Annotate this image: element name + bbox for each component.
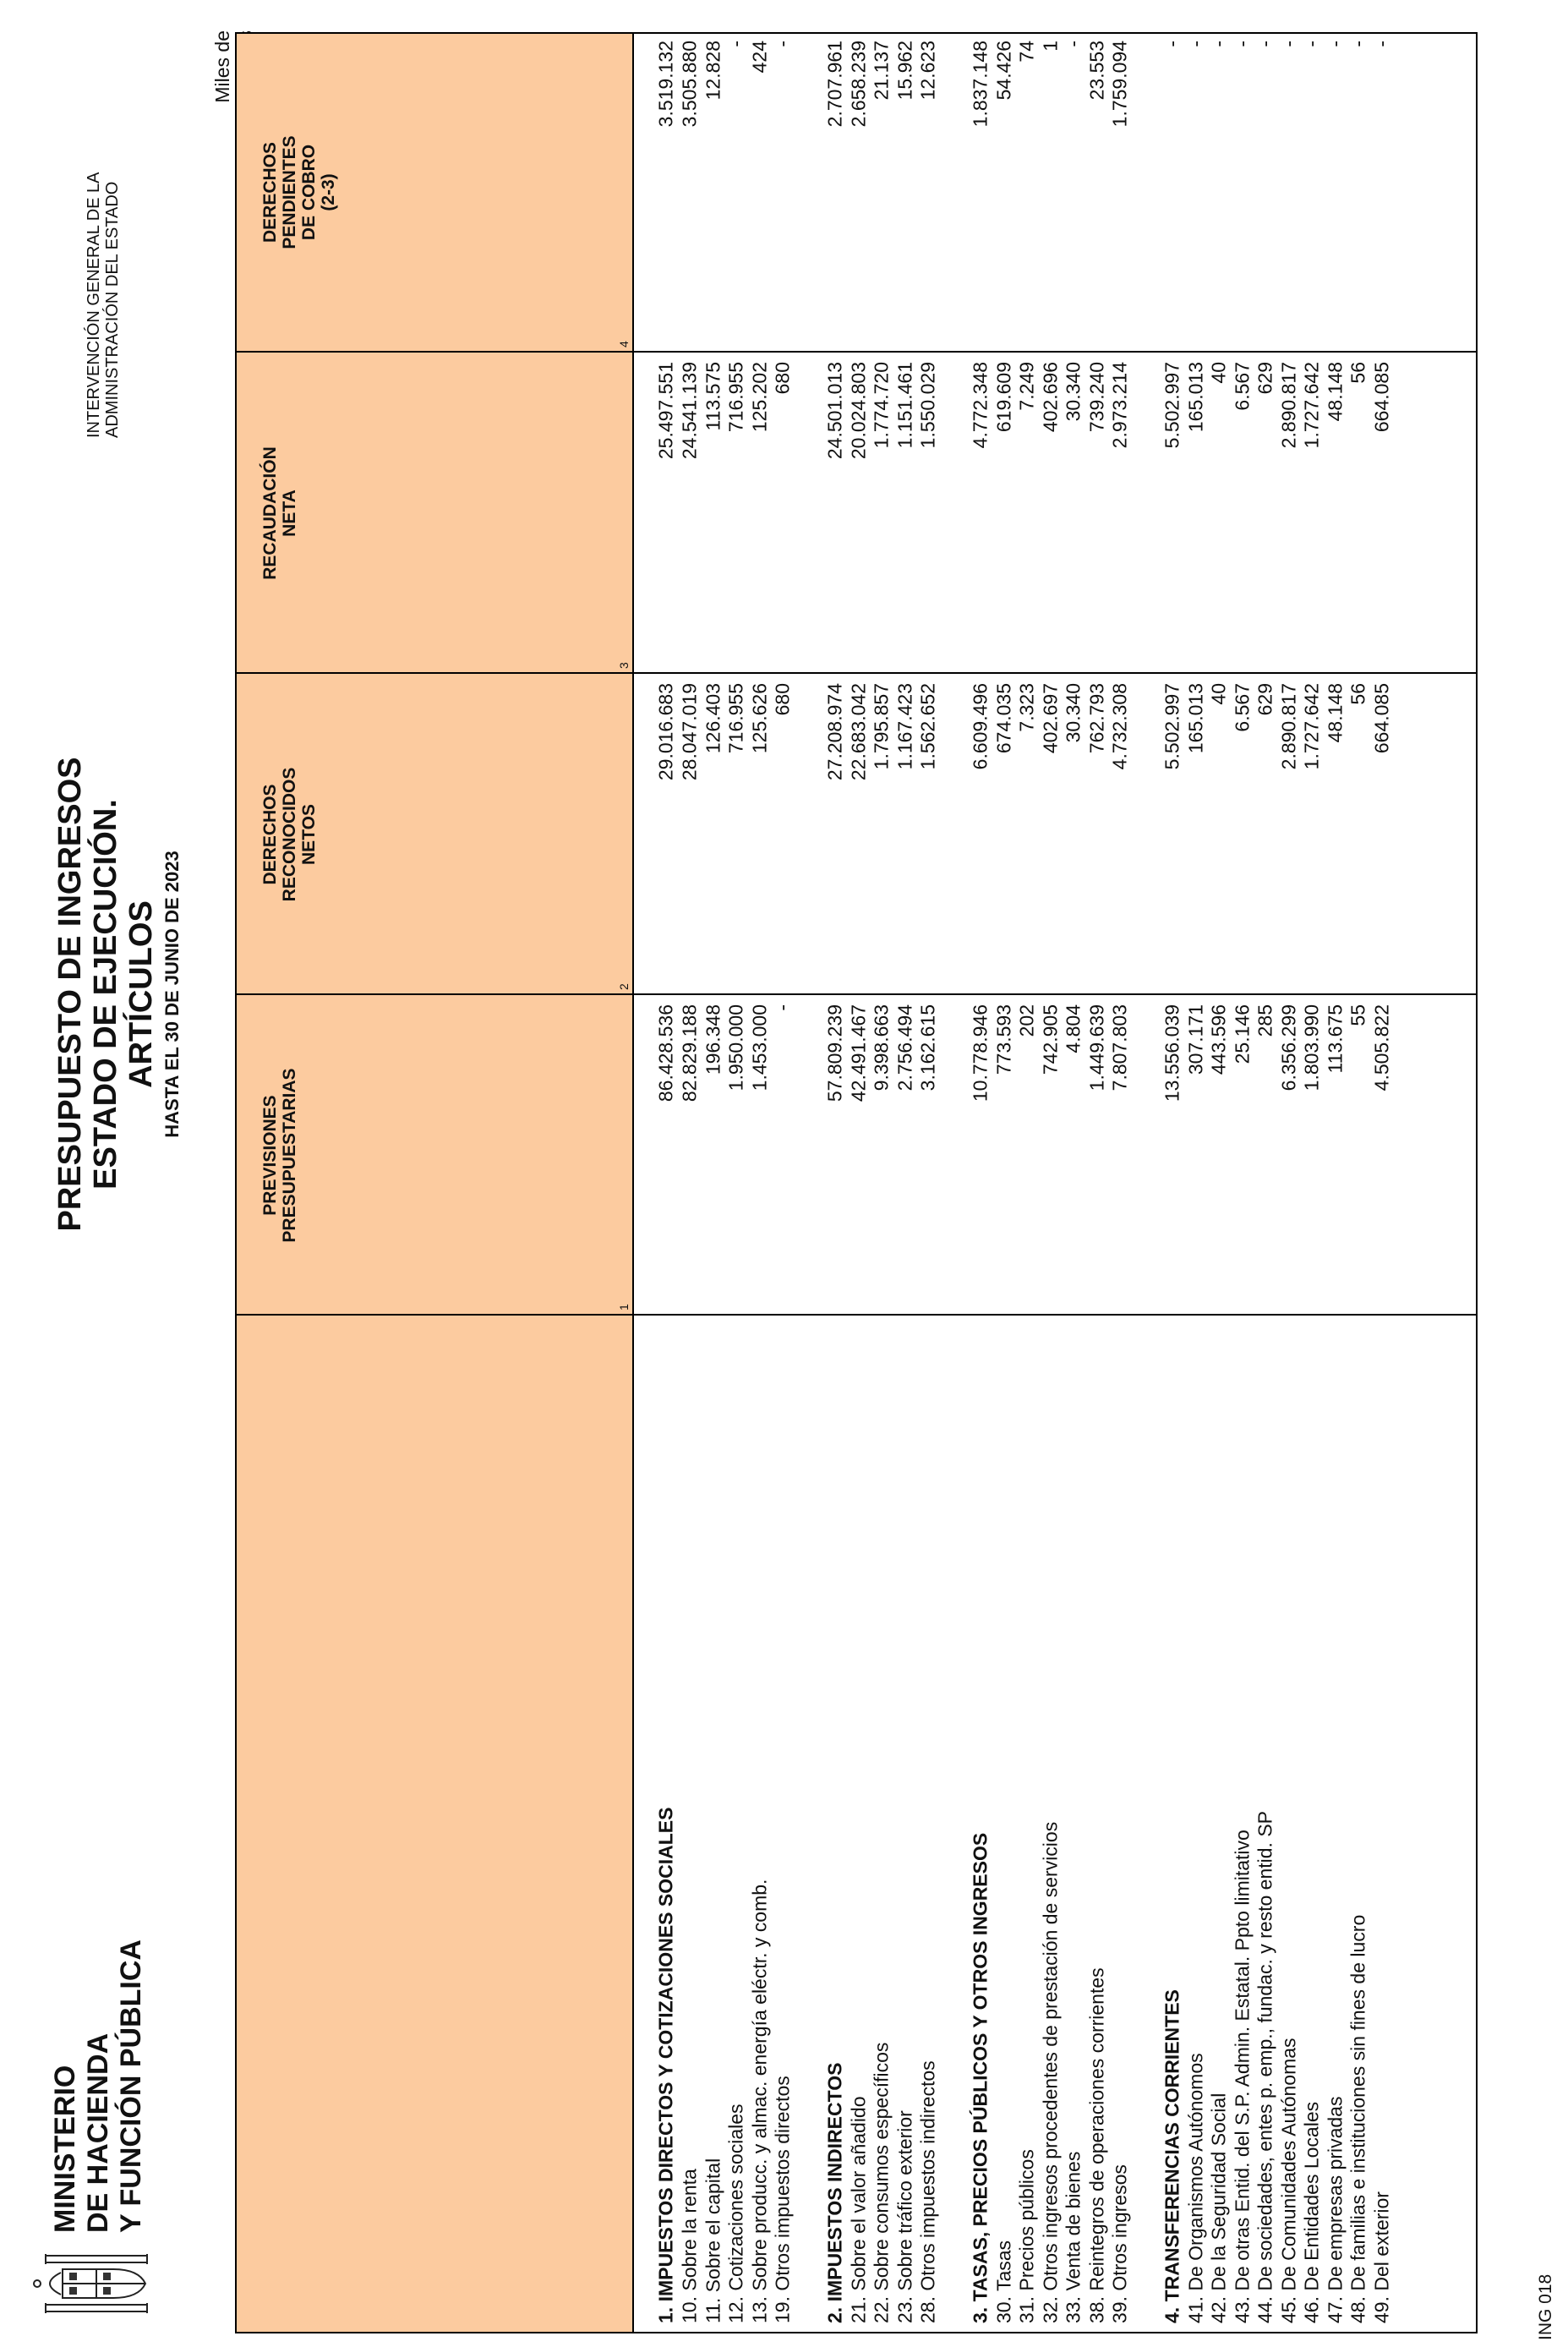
article-label: 33. Venta de bienes	[1062, 2151, 1084, 2323]
value-cell: 57.809.239	[823, 1004, 846, 1102]
value-cell: 25.146	[1231, 1004, 1254, 1064]
value-cell: 113.575	[702, 362, 724, 431]
value-cell: 773.593	[992, 1004, 1015, 1075]
value-cell: 674.035	[992, 683, 1015, 754]
value-cell: 9.398.663	[870, 1004, 893, 1091]
value-cell: 1.562.652	[916, 683, 939, 770]
article-label: 46. De Entidades Locales	[1300, 2101, 1323, 2323]
value-cell: 40	[1207, 683, 1230, 705]
article-label: 22. Sobre consumos específicos	[870, 2042, 893, 2323]
value-cell: 125.626	[748, 683, 771, 754]
article-label: 49. Del exterior	[1370, 2191, 1393, 2323]
article-label: 38. Reintegros de operaciones corrientes	[1085, 1967, 1108, 2323]
value-cell: 716.955	[724, 683, 747, 754]
value-cell: 402.696	[1039, 362, 1062, 433]
value-cell: 82.829.188	[678, 1004, 701, 1102]
value-cell: 716.955	[724, 362, 747, 433]
article-label: 31. Precios públicos	[1015, 2149, 1038, 2323]
value-cell: -	[1370, 41, 1393, 47]
value-cell: 48.148	[1324, 362, 1347, 422]
article-label: 30. Tasas	[992, 2240, 1015, 2323]
value-cell: 1.759.094	[1108, 41, 1131, 128]
value-cell: 15.962	[893, 41, 916, 101]
ministry-name: MINISTERIO DE HACIENDA Y FUNCIÓN PÚBLICA	[49, 1939, 147, 2233]
value-cell: 664.085	[1370, 362, 1393, 433]
value-cell: 4.804	[1062, 1004, 1084, 1053]
value-cell: 74	[1015, 41, 1038, 63]
value-cell: 5.502.997	[1161, 683, 1183, 770]
article-label: 11. Sobre el capital	[702, 2158, 724, 2323]
report-subtitle: ESTADO DE EJECUCIÓN. ARTÍCULOS	[88, 799, 159, 1190]
value-cell: 629	[1254, 362, 1276, 395]
report-title-block	[52, 741, 184, 1248]
value-cell: 22.683.042	[847, 683, 870, 781]
value-cell: 30.340	[1062, 683, 1084, 743]
value-cell: 54.426	[992, 41, 1015, 101]
article-label: 42. De la Seguridad Social	[1207, 2093, 1230, 2323]
value-cell: 165.013	[1184, 362, 1207, 433]
value-cell: -	[1184, 41, 1207, 47]
value-cell: 202	[1015, 1004, 1038, 1037]
agency-name: INTERVENCIÓN GENERAL DE LA ADMINISTRACIÓN DEL ESTADO	[85, 172, 122, 438]
value-cell: 762.793	[1085, 683, 1108, 754]
value-cell: 3.519.132	[654, 41, 677, 128]
value-cell: 10.778.946	[969, 1004, 992, 1102]
value-cell: 86.428.536	[654, 1004, 677, 1102]
units-label: Miles de	[211, 30, 233, 103]
value-cell: 48.148	[1324, 683, 1347, 743]
article-label: 13. Sobre producc. y almac. energía eléctr. y comb.	[748, 1879, 771, 2323]
value-cell: 680	[771, 683, 794, 716]
value-cell: 285	[1254, 1004, 1276, 1037]
value-cell: 1.837.148	[969, 41, 992, 128]
value-cell: -	[1207, 41, 1230, 47]
value-cell: 1.795.857	[870, 683, 893, 770]
value-cell: -	[1324, 41, 1347, 47]
article-label: 12. Cotizaciones sociales	[724, 2104, 747, 2323]
value-cell: 1.453.000	[748, 1004, 771, 1091]
value-cell: 29.016.683	[654, 683, 677, 781]
value-cell: 2.707.961	[823, 41, 846, 128]
value-cell: 1.449.639	[1085, 1004, 1108, 1091]
article-label: 21. Sobre el valor añadido	[847, 2096, 870, 2323]
value-cell: 629	[1254, 683, 1276, 716]
value-cell: 165.013	[1184, 683, 1207, 754]
value-cell: 7.807.803	[1108, 1004, 1131, 1091]
value-cell: 55	[1347, 1004, 1369, 1026]
header-cell-recaudacion: RECAUDACIÓN NETA 3	[235, 353, 632, 674]
value-cell: 20.024.803	[847, 362, 870, 460]
value-cell: -	[724, 41, 747, 47]
value-cell: 7.249	[1015, 362, 1038, 411]
value-cell: 6.356.299	[1277, 1004, 1300, 1091]
value-cell: 5.502.997	[1161, 362, 1183, 449]
value-cell: 2.756.494	[893, 1004, 916, 1091]
value-cell: 664.085	[1370, 683, 1393, 754]
chapter-label: 2. IMPUESTOS INDIRECTOS	[823, 2062, 846, 2323]
article-label: 28. Otros impuestos indirectos	[916, 2060, 939, 2323]
value-cell: 6.567	[1231, 362, 1254, 411]
article-label: 39. Otros ingresos	[1108, 2164, 1131, 2323]
value-cell: 125.202	[748, 362, 771, 433]
value-cell: 4.732.308	[1108, 683, 1131, 770]
value-cell: 1	[1039, 41, 1062, 52]
value-cell: 1.151.461	[893, 362, 916, 449]
value-cell: -	[1277, 41, 1300, 47]
chapter-label: 1. IMPUESTOS DIRECTOS Y COTIZACIONES SOCIALES	[654, 1807, 677, 2323]
value-cell: 6.567	[1231, 683, 1254, 732]
value-cell: 24.501.013	[823, 362, 846, 460]
value-cell: 1.727.642	[1300, 362, 1323, 449]
value-cell: 2.890.817	[1277, 362, 1300, 449]
article-label: 41. De Organismos Autónomos	[1184, 2053, 1207, 2323]
value-cell: 126.403	[702, 683, 724, 754]
article-label: 32. Otros ingresos procedentes de prestación de servicios	[1039, 1821, 1062, 2323]
value-cell: 30.340	[1062, 362, 1084, 422]
coat-of-arms-icon	[29, 2251, 156, 2317]
report-period: HASTA EL 30 DE JUNIO DE 2023	[161, 851, 183, 1138]
value-cell: 3.505.880	[678, 41, 701, 128]
value-cell: 2.890.817	[1277, 683, 1300, 770]
value-cell: 619.609	[992, 362, 1015, 433]
article-label: 23. Sobre tráfico exterior	[893, 2110, 916, 2323]
value-cell: 1.727.642	[1300, 683, 1323, 770]
report-title: PRESUPUESTO DE INGRESOS	[52, 757, 88, 1232]
article-label: 45. De Comunidades Autónomas	[1277, 2038, 1300, 2323]
value-cell: 6.609.496	[969, 683, 992, 770]
value-cell: 3.162.615	[916, 1004, 939, 1091]
value-cell: 742.905	[1039, 1004, 1062, 1075]
value-cell: 307.171	[1184, 1004, 1207, 1075]
value-cell: 113.675	[1324, 1004, 1347, 1074]
value-cell: 1.167.423	[893, 683, 916, 770]
value-cell: 196.348	[702, 1004, 724, 1075]
value-cell: 56	[1347, 362, 1369, 384]
value-cell: 12.828	[702, 41, 724, 101]
value-cell: 25.497.551	[654, 362, 677, 460]
value-cell: 402.697	[1039, 683, 1062, 754]
revenue-table	[235, 32, 1478, 2333]
value-cell: -	[771, 1004, 794, 1011]
value-cell: 1.774.720	[870, 362, 893, 449]
value-cell: -	[1161, 41, 1183, 47]
value-cell: 21.137	[870, 41, 893, 101]
article-label: 47. De empresas privadas	[1324, 2096, 1347, 2323]
article-label: 44. De sociedades, entes p. emp., fundac. y resto entid. SP	[1254, 1810, 1276, 2323]
value-cell: 2.658.239	[847, 41, 870, 128]
value-cell: 13.556.039	[1161, 1004, 1183, 1102]
value-cell: 2.973.214	[1108, 362, 1131, 449]
value-cell: 4.772.348	[969, 362, 992, 449]
value-cell: 27.208.974	[823, 683, 846, 781]
value-cell: 40	[1207, 362, 1230, 384]
header-cell-pendientes-cobro: DERECHOS PENDIENTES DE COBRO (2-3) 4	[235, 32, 632, 353]
article-label: 10. Sobre la renta	[678, 2169, 701, 2323]
article-label: 19. Otros impuestos directos	[771, 2076, 794, 2323]
article-label: 48. De familias e instituciones sin fines de lucro	[1347, 1914, 1369, 2323]
header-cell-previsiones: PREVISIONES PRESUPUESTARIAS 1	[235, 995, 632, 1316]
value-cell: -	[1254, 41, 1276, 47]
value-cell: 443.596	[1207, 1004, 1230, 1075]
value-cell: 1.950.000	[724, 1004, 747, 1091]
value-cell: 739.240	[1085, 362, 1108, 433]
value-cell: 12.623	[916, 41, 939, 101]
chapter-label: 3. TASAS, PRECIOS PÚBLICOS Y OTROS INGRESOS	[969, 1832, 992, 2323]
value-cell: -	[1231, 41, 1254, 47]
value-cell: 24.541.139	[678, 362, 701, 460]
value-cell: -	[1347, 41, 1369, 47]
value-cell: 42.491.467	[847, 1004, 870, 1102]
value-cell: 680	[771, 362, 794, 395]
value-cell: 7.323	[1015, 683, 1038, 732]
value-cell: 56	[1347, 683, 1369, 705]
value-cell: -	[771, 41, 794, 47]
article-label: 43. De otras Entid. del S.P. Admin. Estatal. Ppto limitativo	[1231, 1830, 1254, 2323]
value-cell: -	[1300, 41, 1323, 47]
value-cell: 424	[748, 41, 771, 74]
header-cell-derechos-reconocidos: DERECHOS RECONOCIDOS NETOS 2	[235, 674, 632, 995]
form-code: ING 018	[1536, 2273, 1555, 2340]
value-cell: 4.505.822	[1370, 1004, 1393, 1091]
value-cell: 1.803.990	[1300, 1004, 1323, 1091]
value-cell: -	[1062, 41, 1084, 47]
chapter-label: 4. TRANSFERENCIAS CORRIENTES	[1161, 1989, 1183, 2323]
value-cell: 1.550.029	[916, 362, 939, 449]
value-cell: 28.047.019	[678, 683, 701, 781]
value-cell: 23.553	[1085, 41, 1108, 101]
